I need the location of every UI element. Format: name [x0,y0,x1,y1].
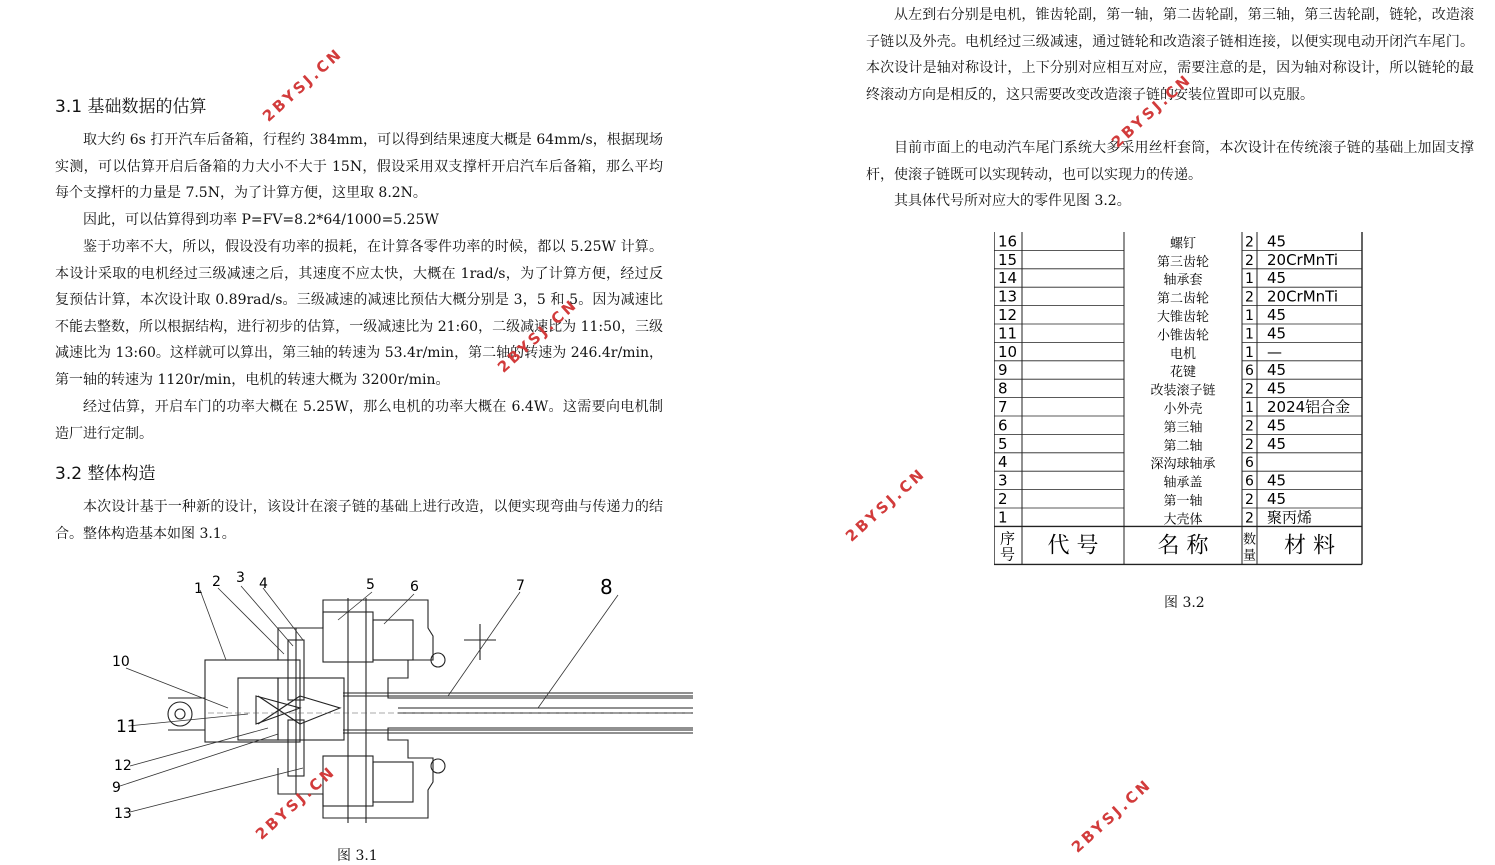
table-row-name: 花键 [1169,365,1197,381]
figure-3-2-caption: 图 3.2 [1164,595,1205,611]
figure-3-1-caption: 图 3.1 [337,848,378,864]
watermark: 2BYSJ.CN [842,464,930,546]
table-row-material: 2024铝合金 [1267,398,1351,416]
table-row-qty: 2 [1245,418,1254,435]
figure-3-1-drawing [108,568,693,840]
table-row-qty: 1 [1245,326,1254,343]
table-row-name: 第二轴 [1163,438,1203,454]
table-row-name: 大壳体 [1163,512,1203,528]
table-row-seq: 13 [998,287,1018,306]
table-row-seq: 3 [998,471,1008,490]
table-row-name: 小锥齿轮 [1156,328,1210,344]
table-row-qty: 1 [1245,344,1254,361]
table-row-name: 轴承盖 [1163,475,1203,491]
table-row-material: 45 [1267,471,1287,490]
table-header-qty: 量 [1242,548,1257,564]
table-row-name: 第三齿轮 [1156,254,1210,270]
table-row-name: 小外壳 [1163,402,1203,417]
fig1-label-10: 10 [112,654,130,670]
section-3-1-title: 3.1 基础数据的估算 [55,97,207,117]
table-header-code: 代 号 [1047,533,1099,559]
table-row-qty: 2 [1245,252,1254,269]
table-row-material: 45 [1267,232,1287,251]
table-row-material: 45 [1267,269,1287,288]
fig1-label-11: 11 [116,717,138,737]
table-row-material: 45 [1267,490,1287,508]
table-row-material: 45 [1267,379,1287,398]
watermark: 2BYSJ.CN [259,44,347,126]
table-row-name: 第二齿轮 [1156,291,1210,307]
table-row-seq: 16 [998,232,1018,251]
fig1-label-1: 1 [194,581,203,597]
figure-3-2-parts-table [994,232,1366,572]
fig1-label-7: 7 [516,578,525,594]
table-row-qty: 1 [1245,400,1254,416]
fig1-label-5: 5 [366,577,375,593]
table-row-qty: 2 [1245,234,1254,251]
table-row-seq: 4 [998,453,1008,472]
table-header-material: 材 料 [1284,533,1335,559]
table-row-qty: 2 [1245,492,1254,508]
table-row-name: 轴承套 [1163,273,1203,289]
fig1-label-2: 2 [212,574,221,590]
table-row-material: 45 [1267,324,1287,343]
table-row-qty: 6 [1245,455,1254,472]
table-row-seq: 5 [998,434,1008,453]
table-row-seq: 1 [998,508,1008,527]
table-row-name: 第一轴 [1163,494,1203,509]
para-power-formula: 因此，可以估算得到功率 P=FV=8.2*64/1000=5.25W [83,212,439,228]
table-row-name: 改装滚子链 [1150,383,1216,399]
para-motor-power: 经过估算，开启车门的功率大概在 5.25W，那么电机的功率大概在 6.4W。这需要向电机制造厂进行定制。 [55,399,663,442]
fig1-label-9: 9 [112,780,121,796]
table-row-qty: 6 [1245,363,1254,380]
para-structure: 本次设计基于一种新的设计，该设计在滚子链的基础上进行改造，以便实现弯曲与传递力的结合。整体构造基本如图 3.1。 [55,499,663,542]
table-row-material: 45 [1267,434,1287,453]
table-row-material: 20CrMnTi [1267,250,1339,269]
table-row-material: 45 [1267,416,1287,435]
watermark: 2BYSJ.CN [494,295,582,377]
table-row-qty: 2 [1245,436,1254,453]
table-row-material: 20CrMnTi [1267,287,1339,306]
section-3-2-title: 3.2 整体构造 [55,464,156,484]
watermark: 2BYSJ.CN [252,762,340,844]
table-row-qty: 1 [1245,271,1254,288]
table-header-qty: 数 [1242,532,1257,548]
para-speed-reduction: 鉴于功率不大，所以，假设没有功率的损耗，在计算各零件功率的时候，都以 5.25W 计算。本设计采取的电机经过三级减速之后，其速度不应太快，大概在 1rad/s，为了计算方便，经过反复预估计算，本次设计取 0.89rad/s。三级减速的减速比预估大概分别是 3，5 和 5。因为减速比不能去整数，所以根据结构，进行初步的估算，一级减速比为 21:60，二级减速比为 11:50，三级减速比为 13:60。这样就可以算出，第三轴的转速为 53.4r/min，第二轴的转速为 246.4r/min，第一轴的转速为 1120r/min，电机的转速大概为 3200r/min。 [55,239,663,388]
para-power-estimate: 取大约 6s 打开汽车后备箱，行程约 384mm，可以得到结果速度大概是 64mm/s，根据现场实测，可以估算开启后备箱的力大小不大于 15N，假设采用双支撑杆开启汽车后备箱，那么平均每个支撑杆的力量是 7.5N，为了计算方便，这里取 8.2N。 [55,132,663,202]
table-row-qty: 2 [1245,289,1254,306]
table-row-material: 聚丙烯 [1267,508,1313,527]
table-row-material: 45 [1267,306,1287,324]
fig1-label-12: 12 [114,758,132,774]
table-header-name: 名 称 [1157,533,1209,559]
table-row-seq: 7 [998,398,1008,416]
fig1-label-13: 13 [114,806,132,822]
fig1-label-8: 8 [600,575,613,599]
table-header-seq: 号 [1000,545,1016,564]
table-row-seq: 10 [998,342,1018,361]
table-row-seq: 14 [998,269,1018,288]
table-row-name: 螺钉 [1169,236,1197,252]
watermark: 2BYSJ.CN [1108,70,1196,152]
table-row-seq: 6 [998,416,1008,435]
table-row-seq: 8 [998,379,1008,398]
table-row-qty: 2 [1245,510,1254,527]
fig1-label-4: 4 [259,576,268,592]
table-row-material: 45 [1267,361,1287,380]
table-header-seq: 序 [1000,529,1016,548]
table-row-seq: 2 [998,490,1008,508]
table-row-name: 电机 [1169,346,1197,362]
fig1-label-6: 6 [410,579,419,595]
fig1-label-3: 3 [236,570,245,586]
table-row-name: 深沟球轴承 [1150,457,1216,473]
table-row-seq: 11 [998,324,1018,343]
table-row-qty: 1 [1245,308,1254,324]
para-layout-description: 从左到右分别是电机，锥齿轮副，第一轴，第二齿轮副，第三轴，第三齿轮副，链轮，改造滚子链以及外壳。电机经过三级减速，通过链轮和改造滚子链相连接，以便实现电动开闭汽车尾门。本次设计是轴对称设计，上下分别对应相互对应，需要注意的是，因为轴对称设计，所以链轮的最终滚动方向是相反的，这只需要改变改造滚子链的安装位置即可以克服。 [866,7,1474,103]
table-row-material: — [1267,342,1282,361]
para-market-comparison: 目前市面上的电动汽车尾门系统大多采用丝杆套筒，本次设计在传统滚子链的基础上加固支撑杆，使滚子链既可以实现转动，也可以实现力的传递。 [866,140,1474,183]
table-row-seq: 9 [998,361,1008,380]
table-row-name: 大锥齿轮 [1156,310,1210,325]
table-row-seq: 12 [998,306,1018,324]
table-row-qty: 6 [1245,473,1254,490]
table-row-name: 第三轴 [1163,420,1203,436]
para-parts-reference: 其具体代号所对应大的零件见图 3.2。 [894,193,1131,209]
watermark: 2BYSJ.CN [1068,775,1156,857]
table-row-qty: 2 [1245,381,1254,398]
table-row-seq: 15 [998,250,1018,269]
